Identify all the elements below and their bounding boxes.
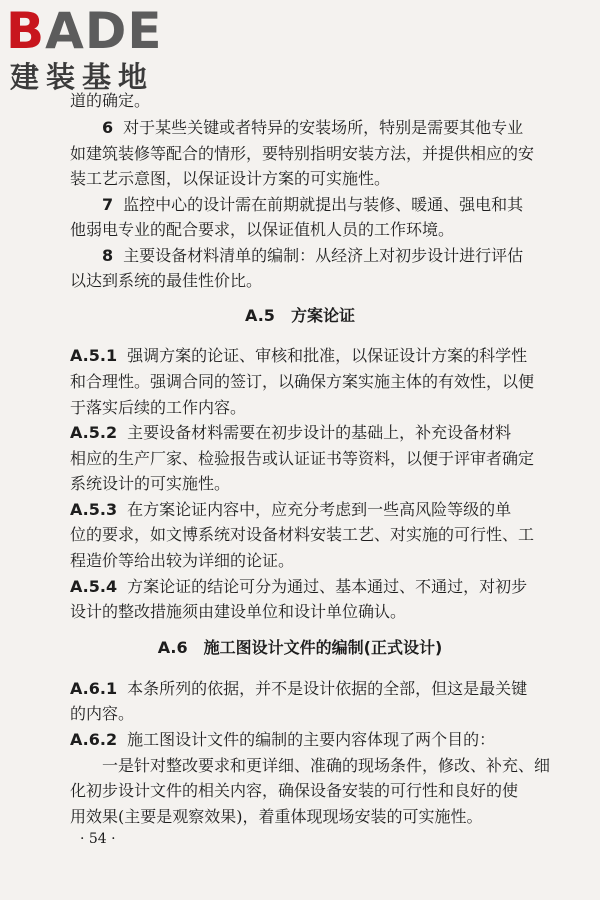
paragraph-line: A.5.2 主要设备材料需要在初步设计的基础上，补充设备材料 [70, 423, 512, 442]
paragraph-line: A.5.1 强调方案的论证、审核和批准，以保证设计方案的科学性 [70, 346, 528, 365]
text-line: 一是针对整改要求和更详细、准确的现场条件，修改、补充、细 [102, 756, 551, 775]
text-line: 程造价等给出较为详细的论证。 [70, 551, 295, 570]
text-line: 和合理性。强调合同的签订，以确保方案实施主体的有效性，以便 [70, 372, 535, 391]
clause-number: A.5.2 [70, 423, 118, 442]
item-number: 6 [102, 118, 114, 137]
text-line: 如建筑装修等配合的情形，要特别指明安装方法，并提供相应的安 [70, 144, 535, 163]
logo-wordmark: BADE [6, 2, 163, 60]
text-line: 以达到系统的最佳性价比。 [70, 271, 263, 290]
paragraph-line: A.6.2 施工图设计文件的编制的主要内容体现了两个目的： [70, 730, 496, 749]
paragraph-line: 6 对于某些关键或者特异的安装场所，特别是需要其他专业 [102, 118, 524, 137]
clause-number: A.5.4 [70, 577, 118, 596]
text-line: 设计的整改措施须由建设单位和设计单位确认。 [70, 602, 407, 621]
paragraph-line: A.5.3 在方案论证内容中，应充分考虑到一些高风险等级的单 [70, 500, 512, 519]
logo-subtitle: 建装基地 [10, 60, 155, 94]
paragraph-line: A.6.1 本条所列的依据，并不是设计依据的全部，但这是最关键 [70, 679, 528, 698]
paragraph-line: A.5.4 方案论证的结论可分为通过、基本通过、不通过，对初步 [70, 577, 528, 596]
paragraph-line: 7 监控中心的设计需在前期就提出与装修、暖通、强电和其 [102, 195, 524, 214]
text-line: 他弱电专业的配合要求，以保证值机人员的工作环境。 [70, 220, 455, 239]
text-line: 化初步设计文件的相关内容，确保设备安装的可行性和良好的使 [70, 781, 519, 800]
clause-number: A.5.3 [70, 500, 118, 519]
text-line: 装工艺示意图，以保证设计方案的可实施性。 [70, 169, 391, 188]
text-line: 系统设计的可实施性。 [70, 474, 231, 493]
text-line: 于落实后续的工作内容。 [70, 398, 247, 417]
section-heading: A.5 方案论证 [245, 306, 355, 325]
page-number: · 54 · [80, 831, 116, 847]
section-heading: A.6 施工图设计文件的编制(正式设计) [157, 638, 443, 657]
text-line: 道的确定。 [70, 91, 151, 110]
clause-number: A.6.1 [70, 679, 118, 698]
text-line: 用效果(主要是观察效果)，着重体现现场安装的可实施性。 [70, 807, 483, 826]
text-line: 相应的生产厂家、检验报告或认证证书等资料，以便于评审者确定 [70, 449, 535, 468]
paragraph-line: 8 主要设备材料清单的编制：从经济上对初步设计进行评估 [102, 246, 524, 265]
item-number: 8 [102, 246, 114, 265]
clause-number: A.6.2 [70, 730, 118, 749]
text-line: 的内容。 [70, 704, 135, 723]
text-line: 位的要求，如文博系统对设备材料安装工艺、对实施的可行性、工 [70, 525, 535, 544]
item-number: 7 [102, 195, 114, 214]
clause-number: A.5.1 [70, 346, 118, 365]
